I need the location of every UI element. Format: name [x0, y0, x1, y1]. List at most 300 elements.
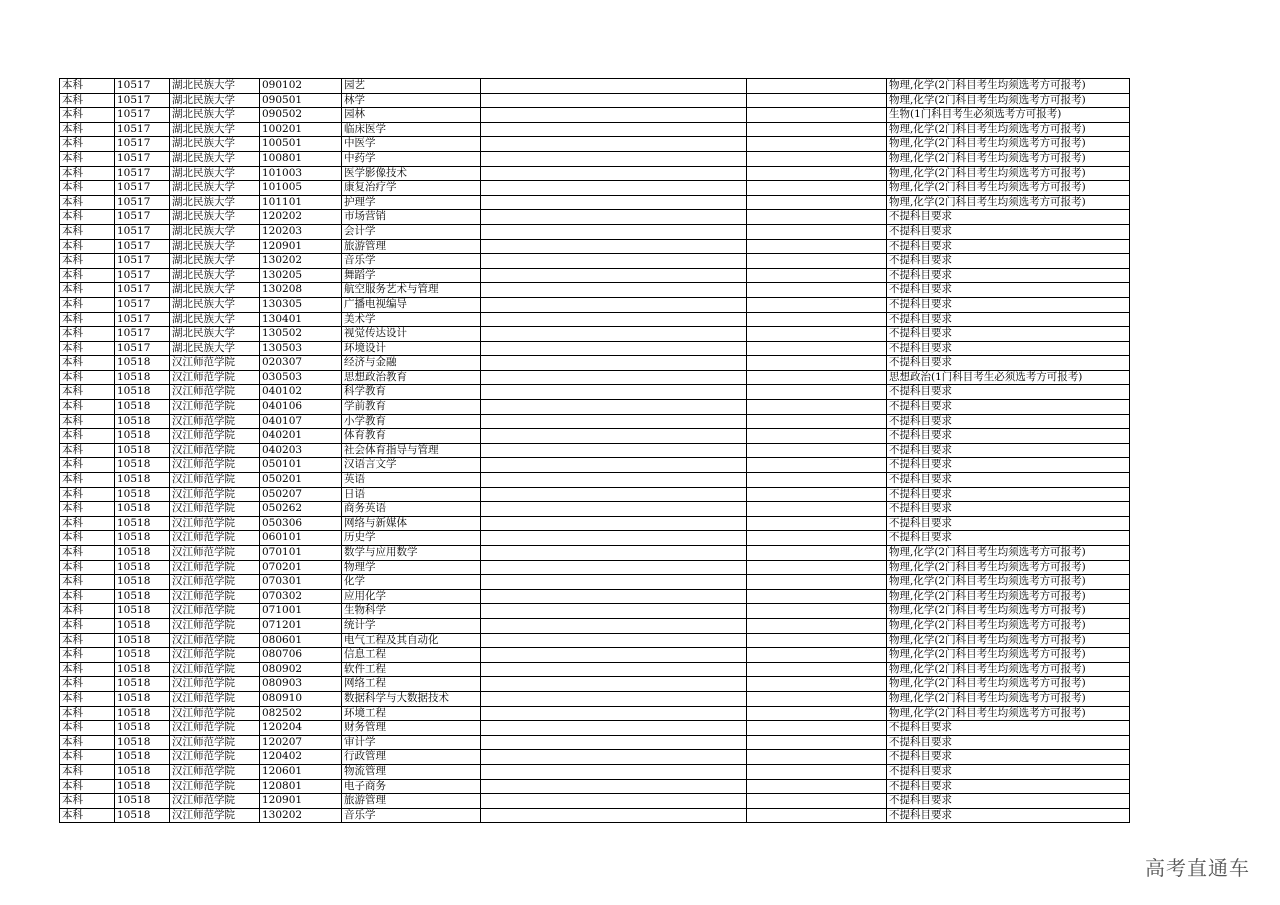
major-name-cell: 航空服务艺术与管理: [342, 283, 481, 298]
level-cell: 本科: [60, 531, 115, 546]
table-row: [60, 575, 1130, 590]
school-code-cell: 10518: [115, 764, 170, 779]
blank-cell: [747, 604, 887, 619]
major-code-cell: 120202: [260, 210, 342, 225]
major-name-cell: 学前教育: [342, 400, 481, 415]
subject-requirement-cell: 不提科目要求: [887, 429, 1130, 444]
blank-cell: [747, 385, 887, 400]
subject-requirement-cell: 物理,化学(2门科目考生均须选考方可报考): [887, 618, 1130, 633]
level-cell: 本科: [60, 385, 115, 400]
subject-requirement-cell: 物理,化学(2门科目考生均须选考方可报考): [887, 93, 1130, 108]
blank-cell: [481, 779, 747, 794]
level-cell: 本科: [60, 297, 115, 312]
major-name-cell: 汉语言文学: [342, 458, 481, 473]
table-row: [60, 721, 1130, 736]
school-name-cell: 汉江师范学院: [170, 662, 260, 677]
subject-requirement-cell: 物理,化学(2门科目考生均须选考方可报考): [887, 166, 1130, 181]
blank-cell: [481, 181, 747, 196]
school-code-cell: 10517: [115, 254, 170, 269]
school-code-cell: 10518: [115, 706, 170, 721]
level-cell: 本科: [60, 151, 115, 166]
subject-requirement-cell: 物理,化学(2门科目考生均须选考方可报考): [887, 648, 1130, 663]
school-name-cell: 汉江师范学院: [170, 794, 260, 809]
table-row: [60, 458, 1130, 473]
school-code-cell: 10517: [115, 341, 170, 356]
school-name-cell: 汉江师范学院: [170, 677, 260, 692]
table-row: [60, 546, 1130, 561]
subject-requirement-cell: 生物(1门科目考生必须选考方可报考): [887, 108, 1130, 123]
level-cell: 本科: [60, 341, 115, 356]
subject-requirement-cell: 不提科目要求: [887, 502, 1130, 517]
major-code-cell: 130502: [260, 327, 342, 342]
major-name-cell: 市场营销: [342, 210, 481, 225]
level-cell: 本科: [60, 370, 115, 385]
table-row: [60, 750, 1130, 765]
school-code-cell: 10518: [115, 648, 170, 663]
blank-cell: [747, 108, 887, 123]
blank-cell: [747, 181, 887, 196]
major-code-cell: 030503: [260, 370, 342, 385]
major-name-cell: 康复治疗学: [342, 181, 481, 196]
level-cell: 本科: [60, 312, 115, 327]
school-code-cell: 10518: [115, 370, 170, 385]
level-cell: 本科: [60, 224, 115, 239]
subject-requirement-cell: 不提科目要求: [887, 808, 1130, 823]
school-name-cell: 汉江师范学院: [170, 735, 260, 750]
major-name-cell: 电气工程及其自动化: [342, 633, 481, 648]
school-name-cell: 汉江师范学院: [170, 443, 260, 458]
level-cell: 本科: [60, 327, 115, 342]
blank-cell: [481, 560, 747, 575]
subject-requirement-cell: 不提科目要求: [887, 356, 1130, 371]
subject-requirement-cell: 物理,化学(2门科目考生均须选考方可报考): [887, 706, 1130, 721]
blank-cell: [747, 706, 887, 721]
major-code-cell: 100501: [260, 137, 342, 152]
major-code-cell: 130202: [260, 254, 342, 269]
school-name-cell: 湖北民族大学: [170, 268, 260, 283]
level-cell: 本科: [60, 808, 115, 823]
school-code-cell: 10518: [115, 487, 170, 502]
table-row: [60, 268, 1130, 283]
blank-cell: [481, 356, 747, 371]
school-code-cell: 10517: [115, 297, 170, 312]
major-name-cell: 数据科学与大数据技术: [342, 691, 481, 706]
major-code-cell: 101005: [260, 181, 342, 196]
subject-requirement-cell: 不提科目要求: [887, 341, 1130, 356]
school-name-cell: 汉江师范学院: [170, 604, 260, 619]
table-row: [60, 385, 1130, 400]
major-code-cell: 120901: [260, 794, 342, 809]
major-name-cell: 数学与应用数学: [342, 546, 481, 561]
level-cell: 本科: [60, 764, 115, 779]
blank-cell: [481, 414, 747, 429]
major-code-cell: 100201: [260, 122, 342, 137]
school-code-cell: 10518: [115, 502, 170, 517]
level-cell: 本科: [60, 633, 115, 648]
table-body: [60, 79, 1130, 823]
major-name-cell: 广播电视编导: [342, 297, 481, 312]
blank-cell: [481, 604, 747, 619]
major-name-cell: 思想政治教育: [342, 370, 481, 385]
school-name-cell: 湖北民族大学: [170, 297, 260, 312]
level-cell: 本科: [60, 575, 115, 590]
blank-cell: [481, 195, 747, 210]
table-row: [60, 794, 1130, 809]
major-code-cell: 101003: [260, 166, 342, 181]
blank-cell: [747, 137, 887, 152]
major-name-cell: 音乐学: [342, 254, 481, 269]
major-code-cell: 080903: [260, 677, 342, 692]
subject-requirement-cell: 不提科目要求: [887, 487, 1130, 502]
major-name-cell: 信息工程: [342, 648, 481, 663]
major-code-cell: 130503: [260, 341, 342, 356]
blank-cell: [481, 764, 747, 779]
table-row: [60, 224, 1130, 239]
school-code-cell: 10517: [115, 181, 170, 196]
blank-cell: [481, 691, 747, 706]
school-name-cell: 湖北民族大学: [170, 166, 260, 181]
level-cell: 本科: [60, 516, 115, 531]
blank-cell: [747, 546, 887, 561]
subject-requirement-cell: 不提科目要求: [887, 210, 1130, 225]
blank-cell: [747, 400, 887, 415]
blank-cell: [481, 210, 747, 225]
major-code-cell: 071001: [260, 604, 342, 619]
major-name-cell: 护理学: [342, 195, 481, 210]
major-name-cell: 园艺: [342, 79, 481, 94]
table-row: [60, 254, 1130, 269]
school-code-cell: 10517: [115, 210, 170, 225]
table-row: [60, 312, 1130, 327]
major-code-cell: 080902: [260, 662, 342, 677]
level-cell: 本科: [60, 502, 115, 517]
major-name-cell: 中药学: [342, 151, 481, 166]
blank-cell: [481, 283, 747, 298]
school-code-cell: 10518: [115, 633, 170, 648]
major-code-cell: 120203: [260, 224, 342, 239]
level-cell: 本科: [60, 400, 115, 415]
school-code-cell: 10518: [115, 385, 170, 400]
table-row: [60, 677, 1130, 692]
major-code-cell: 080706: [260, 648, 342, 663]
school-name-cell: 湖北民族大学: [170, 93, 260, 108]
blank-cell: [747, 764, 887, 779]
table-row: [60, 648, 1130, 663]
major-name-cell: 经济与金融: [342, 356, 481, 371]
level-cell: 本科: [60, 108, 115, 123]
blank-cell: [481, 458, 747, 473]
school-code-cell: 10517: [115, 137, 170, 152]
major-code-cell: 100801: [260, 151, 342, 166]
subject-requirement-cell: 不提科目要求: [887, 400, 1130, 415]
school-name-cell: 汉江师范学院: [170, 750, 260, 765]
level-cell: 本科: [60, 735, 115, 750]
blank-cell: [747, 166, 887, 181]
school-code-cell: 10518: [115, 546, 170, 561]
school-name-cell: 汉江师范学院: [170, 487, 260, 502]
table-row: [60, 151, 1130, 166]
school-code-cell: 10518: [115, 560, 170, 575]
table-row: [60, 297, 1130, 312]
table-row: [60, 516, 1130, 531]
major-name-cell: 旅游管理: [342, 239, 481, 254]
blank-cell: [481, 589, 747, 604]
level-cell: 本科: [60, 429, 115, 444]
blank-cell: [481, 239, 747, 254]
subject-requirement-cell: 不提科目要求: [887, 414, 1130, 429]
school-name-cell: 湖北民族大学: [170, 181, 260, 196]
table-row: [60, 210, 1130, 225]
blank-cell: [481, 808, 747, 823]
major-code-cell: 040106: [260, 400, 342, 415]
blank-cell: [747, 648, 887, 663]
level-cell: 本科: [60, 166, 115, 181]
blank-cell: [481, 546, 747, 561]
table-row: [60, 487, 1130, 502]
school-code-cell: 10518: [115, 721, 170, 736]
school-code-cell: 10517: [115, 268, 170, 283]
table-row: [60, 691, 1130, 706]
major-name-cell: 生物科学: [342, 604, 481, 619]
school-code-cell: 10518: [115, 516, 170, 531]
blank-cell: [747, 473, 887, 488]
table-row: [60, 531, 1130, 546]
blank-cell: [481, 487, 747, 502]
level-cell: 本科: [60, 239, 115, 254]
blank-cell: [747, 779, 887, 794]
subject-requirement-cell: 思想政治(1门科目考生必须选考方可报考): [887, 370, 1130, 385]
major-code-cell: 080910: [260, 691, 342, 706]
major-name-cell: 历史学: [342, 531, 481, 546]
level-cell: 本科: [60, 560, 115, 575]
subject-requirement-cell: 物理,化学(2门科目考生均须选考方可报考): [887, 691, 1130, 706]
blank-cell: [747, 268, 887, 283]
school-name-cell: 汉江师范学院: [170, 531, 260, 546]
school-code-cell: 10517: [115, 166, 170, 181]
table-row: [60, 706, 1130, 721]
school-name-cell: 汉江师范学院: [170, 706, 260, 721]
school-name-cell: 汉江师范学院: [170, 356, 260, 371]
school-name-cell: 汉江师范学院: [170, 808, 260, 823]
major-name-cell: 电子商务: [342, 779, 481, 794]
blank-cell: [747, 312, 887, 327]
major-code-cell: 120207: [260, 735, 342, 750]
major-code-cell: 130401: [260, 312, 342, 327]
table-row: [60, 181, 1130, 196]
school-code-cell: 10517: [115, 195, 170, 210]
school-name-cell: 汉江师范学院: [170, 429, 260, 444]
major-code-cell: 082502: [260, 706, 342, 721]
blank-cell: [747, 414, 887, 429]
level-cell: 本科: [60, 254, 115, 269]
blank-cell: [747, 327, 887, 342]
major-code-cell: 101101: [260, 195, 342, 210]
blank-cell: [747, 794, 887, 809]
blank-cell: [747, 618, 887, 633]
major-name-cell: 物流管理: [342, 764, 481, 779]
table-row: [60, 429, 1130, 444]
school-code-cell: 10518: [115, 429, 170, 444]
level-cell: 本科: [60, 750, 115, 765]
major-name-cell: 音乐学: [342, 808, 481, 823]
subject-requirement-cell: 物理,化学(2门科目考生均须选考方可报考): [887, 589, 1130, 604]
table-row: [60, 400, 1130, 415]
school-code-cell: 10518: [115, 750, 170, 765]
major-name-cell: 网络与新媒体: [342, 516, 481, 531]
subject-requirement-cell: 不提科目要求: [887, 458, 1130, 473]
subject-requirement-cell: 不提科目要求: [887, 794, 1130, 809]
subject-requirement-cell: 不提科目要求: [887, 385, 1130, 400]
school-name-cell: 湖北民族大学: [170, 283, 260, 298]
level-cell: 本科: [60, 706, 115, 721]
major-name-cell: 应用化学: [342, 589, 481, 604]
level-cell: 本科: [60, 181, 115, 196]
subject-requirement-cell: 不提科目要求: [887, 531, 1130, 546]
major-code-cell: 120402: [260, 750, 342, 765]
subject-requirement-cell: 物理,化学(2门科目考生均须选考方可报考): [887, 181, 1130, 196]
table-row: [60, 414, 1130, 429]
blank-cell: [481, 677, 747, 692]
blank-cell: [747, 93, 887, 108]
school-code-cell: 10517: [115, 327, 170, 342]
level-cell: 本科: [60, 356, 115, 371]
major-code-cell: 060101: [260, 531, 342, 546]
blank-cell: [481, 400, 747, 415]
school-name-cell: 汉江师范学院: [170, 516, 260, 531]
school-name-cell: 汉江师范学院: [170, 473, 260, 488]
watermark-logo: 高考直通车: [1145, 856, 1250, 880]
school-code-cell: 10518: [115, 677, 170, 692]
level-cell: 本科: [60, 458, 115, 473]
school-code-cell: 10518: [115, 691, 170, 706]
blank-cell: [481, 166, 747, 181]
school-name-cell: 湖北民族大学: [170, 137, 260, 152]
school-name-cell: 湖北民族大学: [170, 151, 260, 166]
major-name-cell: 视觉传达设计: [342, 327, 481, 342]
blank-cell: [747, 429, 887, 444]
blank-cell: [481, 108, 747, 123]
school-name-cell: 汉江师范学院: [170, 414, 260, 429]
blank-cell: [481, 706, 747, 721]
school-name-cell: 汉江师范学院: [170, 691, 260, 706]
table-row: [60, 137, 1130, 152]
school-name-cell: 湖北民族大学: [170, 312, 260, 327]
school-name-cell: 湖北民族大学: [170, 210, 260, 225]
subject-requirement-cell: 不提科目要求: [887, 297, 1130, 312]
major-name-cell: 物理学: [342, 560, 481, 575]
school-code-cell: 10518: [115, 458, 170, 473]
level-cell: 本科: [60, 414, 115, 429]
major-code-cell: 050207: [260, 487, 342, 502]
blank-cell: [747, 531, 887, 546]
subject-requirement-cell: 不提科目要求: [887, 473, 1130, 488]
blank-cell: [747, 341, 887, 356]
major-code-cell: 040203: [260, 443, 342, 458]
major-name-cell: 体育教育: [342, 429, 481, 444]
major-name-cell: 林学: [342, 93, 481, 108]
blank-cell: [747, 297, 887, 312]
level-cell: 本科: [60, 487, 115, 502]
school-name-cell: 湖北民族大学: [170, 239, 260, 254]
subject-requirement-cell: 物理,化学(2门科目考生均须选考方可报考): [887, 633, 1130, 648]
level-cell: 本科: [60, 794, 115, 809]
major-code-cell: 071201: [260, 618, 342, 633]
subject-requirement-cell: 不提科目要求: [887, 312, 1130, 327]
major-name-cell: 英语: [342, 473, 481, 488]
school-name-cell: 汉江师范学院: [170, 779, 260, 794]
major-code-cell: 120204: [260, 721, 342, 736]
school-code-cell: 10518: [115, 589, 170, 604]
school-code-cell: 10517: [115, 79, 170, 94]
school-code-cell: 10517: [115, 93, 170, 108]
school-code-cell: 10518: [115, 531, 170, 546]
table-row: [60, 473, 1130, 488]
school-code-cell: 10517: [115, 283, 170, 298]
major-name-cell: 化学: [342, 575, 481, 590]
subject-requirement-cell: 不提科目要求: [887, 224, 1130, 239]
major-code-cell: 050201: [260, 473, 342, 488]
major-name-cell: 审计学: [342, 735, 481, 750]
major-code-cell: 090102: [260, 79, 342, 94]
table-row: [60, 93, 1130, 108]
level-cell: 本科: [60, 662, 115, 677]
table-row: [60, 341, 1130, 356]
major-name-cell: 环境设计: [342, 341, 481, 356]
school-name-cell: 汉江师范学院: [170, 618, 260, 633]
school-code-cell: 10517: [115, 108, 170, 123]
blank-cell: [747, 443, 887, 458]
school-code-cell: 10518: [115, 735, 170, 750]
school-name-cell: 汉江师范学院: [170, 400, 260, 415]
major-name-cell: 日语: [342, 487, 481, 502]
table-row: [60, 443, 1130, 458]
major-code-cell: 120601: [260, 764, 342, 779]
blank-cell: [747, 721, 887, 736]
level-cell: 本科: [60, 268, 115, 283]
blank-cell: [747, 502, 887, 517]
blank-cell: [747, 575, 887, 590]
table-row: [60, 166, 1130, 181]
school-name-cell: 汉江师范学院: [170, 721, 260, 736]
blank-cell: [481, 662, 747, 677]
major-code-cell: 050306: [260, 516, 342, 531]
table-row: [60, 327, 1130, 342]
table-row: [60, 779, 1130, 794]
blank-cell: [481, 122, 747, 137]
major-name-cell: 商务英语: [342, 502, 481, 517]
blank-cell: [747, 677, 887, 692]
blank-cell: [481, 268, 747, 283]
school-code-cell: 10518: [115, 794, 170, 809]
blank-cell: [747, 79, 887, 94]
school-code-cell: 10518: [115, 473, 170, 488]
subject-requirement-cell: 物理,化学(2门科目考生均须选考方可报考): [887, 662, 1130, 677]
blank-cell: [747, 224, 887, 239]
subject-requirement-cell: 物理,化学(2门科目考生均须选考方可报考): [887, 137, 1130, 152]
level-cell: 本科: [60, 122, 115, 137]
level-cell: 本科: [60, 137, 115, 152]
blank-cell: [481, 93, 747, 108]
major-code-cell: 050101: [260, 458, 342, 473]
subject-requirement-cell: 不提科目要求: [887, 443, 1130, 458]
subject-requirement-cell: 物理,化学(2门科目考生均须选考方可报考): [887, 546, 1130, 561]
blank-cell: [481, 151, 747, 166]
major-name-cell: 中医学: [342, 137, 481, 152]
blank-cell: [481, 341, 747, 356]
blank-cell: [747, 735, 887, 750]
major-name-cell: 社会体育指导与管理: [342, 443, 481, 458]
blank-cell: [481, 79, 747, 94]
